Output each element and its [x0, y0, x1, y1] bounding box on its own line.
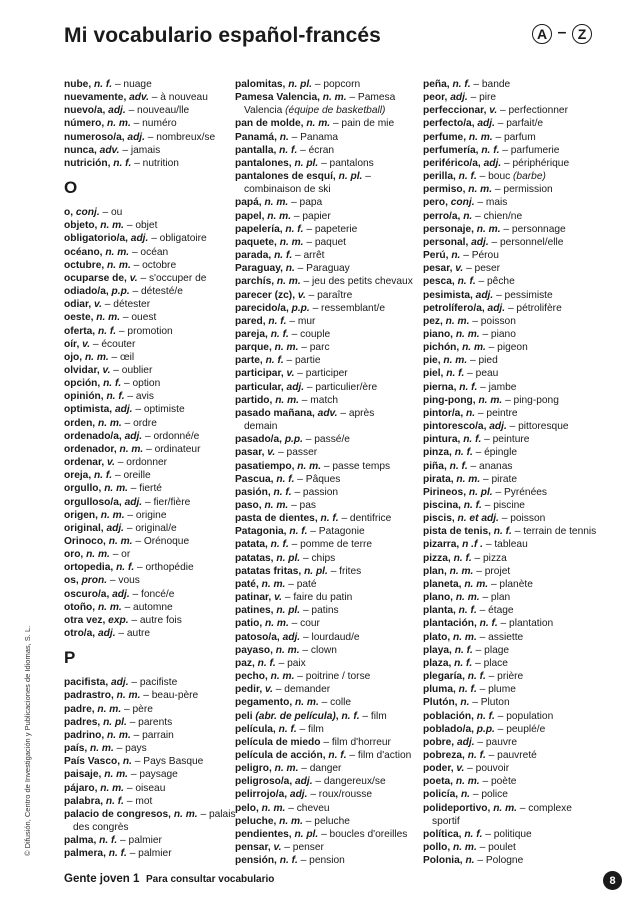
vocab-entry: País Vasco, n. – Pays Basque [64, 756, 204, 768]
section-letter: P [64, 648, 76, 668]
vocab-entry: pintor/a, n. – peintre [423, 407, 518, 419]
vocab-entry: paisaje, n. m. – paysage [64, 769, 178, 781]
vocab-entry: padre, n. m. – père [64, 703, 153, 715]
vocab-entry: oscuro/a, adj. – foncé/e [64, 588, 175, 600]
vocab-column-2 [235, 78, 425, 867]
vocab-entry: pie, n. m. – pied [423, 355, 498, 367]
vocab-entry: orden, n. m. – ordre [64, 417, 157, 429]
vocab-entry: perfume, n. m. – parfum [423, 131, 536, 143]
vocab-entry: patata, n. f. – pomme de terre [235, 539, 373, 551]
section-letter: O [64, 178, 78, 198]
range-end-badge: Z [572, 24, 592, 44]
vocab-entry: piel, n. f. – peau [423, 368, 499, 380]
vocab-entry: otra vez, exp. – autre fois [64, 614, 182, 626]
vocab-entry: original, adj. – original/e [64, 522, 177, 534]
vocab-entry: petrolífero/a, adj. – pétrolifère [423, 302, 562, 314]
vocab-entry: piano, n. m. – piano [423, 328, 516, 340]
vocab-entry: orgullo, n. m. – fierté [64, 483, 162, 495]
vocab-entry-continuation: combinaison de ski [244, 184, 331, 196]
vocab-entry: numeroso/a, adj. – nombreux/se [64, 131, 216, 143]
section-spacer [64, 668, 232, 676]
vocab-entry: nuevamente, adv. – à nouveau [64, 92, 208, 104]
vocab-entry: playa, n. f. – plage [423, 644, 510, 656]
footer-label: Para consultar vocabulario [146, 874, 275, 885]
vocab-entry: Patagonia, n. f. – Patagonie [235, 526, 365, 538]
vocab-entry: personal, adj. – personnel/elle [423, 236, 564, 248]
vocab-entry: paso, n. m. – pas [235, 500, 316, 511]
vocab-entry: nutrición, n. f. – nutrition [64, 157, 179, 169]
vocab-entry: plano, n. m. – plan [423, 592, 511, 604]
vocab-entry: piña, n. f. – ananas [423, 460, 513, 472]
vocab-entry: Polonia, n. – Pologne [423, 855, 524, 867]
vocab-entry: palacio de congresos, n. m. – palais [64, 808, 236, 820]
vocab-entry: ojo, n. m. – œil [64, 351, 135, 363]
vocab-entry: pasta de dientes, n. f. – dentifrice [235, 513, 392, 525]
vocab-entry: número, n. m. – numéro [64, 118, 177, 130]
vocab-entry: pantalones de esquí, n. pl. – [235, 171, 371, 183]
vocab-entry: parada, n. f. – arrêt [235, 250, 325, 262]
vocab-entry: paquete, n. m. – paquet [235, 236, 347, 248]
vocab-entry: poblado/a, p.p. – peuplé/e [423, 723, 546, 735]
vocab-entry: plaza, n. f. – place [423, 657, 508, 669]
vocab-entry: patoso/a, adj. – lourdaud/e [235, 631, 360, 643]
vocab-entry: pesca, n. f. – pêche [423, 276, 515, 288]
vocab-entry: poeta, n. m. – poète [423, 776, 517, 788]
vocab-entry: patatas fritas, n. pl. – frites [235, 565, 362, 577]
vocab-entry: perilla, n. f. – bouc (barbe) [423, 171, 546, 183]
vocab-entry: Pirineos, n. pl. – Pyrénées [423, 486, 548, 498]
section-spacer [64, 170, 232, 178]
vocab-entry-continuation: Valencia (équipe de basketball) [244, 105, 386, 117]
vocab-entry: ordenar, v. – ordonner [64, 457, 168, 469]
vocab-entry: población, n. f. – population [423, 710, 554, 722]
vocab-entry: Plutón, n. – Pluton [423, 697, 510, 709]
vocab-entry: pasado mañana, adv. – après [235, 407, 375, 419]
copyright-note: © Difusión, Centro de Investigación y Publicaciones de Idiomas, S. L. [23, 625, 32, 856]
vocab-entry: odiar, v. – détester [64, 299, 151, 311]
vocab-entry: pista de tenis, n. f. – terrain de tennis [423, 526, 597, 538]
vocab-entry: patines, n. pl. – patins [235, 605, 339, 617]
vocab-entry: paz, n. f. – paix [235, 657, 306, 669]
vocab-entry: paté, n. m. – paté [235, 578, 317, 590]
vocab-entry: pierna, n. f. – jambe [423, 381, 517, 393]
vocab-entry: plantación, n. f. – plantation [423, 618, 554, 630]
vocab-entry: ordenador, n. m. – ordinateur [64, 443, 201, 455]
vocab-entry: octubre, n. m. – octobre [64, 259, 177, 271]
vocab-entry: peli (abr. de película), n. f. – film [235, 710, 387, 722]
vocab-entry: parecido/a, p.p. – ressemblant/e [235, 302, 386, 314]
vocab-entry: palmera, n. f. – palmier [64, 848, 172, 860]
vocab-entry: participar, v. – participer [235, 368, 348, 380]
vocab-entry: pelo, n. m. – cheveu [235, 802, 330, 814]
vocab-entry: plato, n. m. – assiette [423, 631, 524, 643]
vocab-entry: película de miedo – film d'horreur [235, 736, 391, 748]
vocab-entry: película de acción, n. f. – film d'action [235, 749, 412, 761]
section-spacer [64, 198, 232, 206]
vocab-entry: Pascua, n. f. – Pâques [235, 473, 341, 485]
vocab-entry: peluche, n. m. – peluche [235, 815, 350, 827]
vocab-entry: poder, v. – pouvoir [423, 763, 510, 775]
vocab-entry: parchís, n. m. – jeu des petits chevaux [235, 276, 413, 288]
vocab-entry: patatas, n. pl. – chips [235, 552, 336, 564]
vocab-entry: pájaro, n. m. – oiseau [64, 782, 166, 794]
vocab-entry: pez, n. m. – poisson [423, 315, 516, 327]
vocab-entry: permiso, n. m. – permission [423, 184, 553, 196]
vocab-entry: palabra, n. f. – mot [64, 795, 153, 807]
vocab-entry: pensión, n. f. – pension [235, 855, 345, 867]
vocab-entry: pinza, n. f. – épingle [423, 447, 517, 459]
range-start-badge: A [532, 24, 552, 44]
vocab-entry: otoño, n. m. – automne [64, 601, 173, 613]
vocab-entry-continuation: des congrès [73, 821, 129, 833]
page-title: Mi vocabulario español-francés [64, 24, 381, 47]
vocab-entry: ping-pong, n. m. – ping-pong [423, 394, 559, 406]
vocab-entry: plan, n. m. – projet [423, 565, 511, 577]
vocab-entry: partido, n. m. – match [235, 394, 339, 406]
vocab-entry: oír, v. – écouter [64, 338, 136, 350]
vocab-entry: optimista, adj. – optimiste [64, 404, 185, 416]
vocab-entry: pichón, n. m. – pigeon [423, 342, 528, 354]
vocab-entry: pedir, v. – demander [235, 684, 331, 696]
vocab-entry: pizarra, n .f . – tableau [423, 539, 528, 551]
vocab-entry: patinar, v. – faire du patin [235, 592, 353, 604]
vocab-entry: piscis, n. et adj. – poisson [423, 513, 546, 525]
vocab-entry: peligroso/a, adj. – dangereux/se [235, 776, 386, 788]
vocab-entry: pero, conj. – mais [423, 197, 508, 209]
vocab-entry: otro/a, adj. – autre [64, 628, 151, 640]
vocab-entry: pobre, adj. – pauvre [423, 736, 518, 748]
vocab-entry-continuation: sportif [432, 815, 460, 827]
book-title: Gente joven 1 [64, 873, 140, 885]
vocab-entry: perfeccionar, v. – perfectionner [423, 105, 568, 117]
vocab-column-1 [64, 78, 236, 860]
vocab-entry: ortopedia, n. f. – orthopédie [64, 562, 194, 574]
vocab-entry: pizza, n. f. – pizza [423, 552, 507, 564]
vocab-entry: palma, n. f. – palmier [64, 835, 162, 847]
vocab-entry: Panamá, n. – Panama [235, 131, 339, 143]
vocab-entry: perro/a, n. – chien/ne [423, 210, 523, 222]
vocab-entry: piscina, n. f. – piscine [423, 500, 525, 511]
vocab-column-3 [423, 78, 628, 867]
vocab-entry: pendientes, n. pl. – boucles d'oreilles [235, 828, 408, 840]
vocab-entry: película, n. f. – film [235, 723, 324, 735]
vocab-entry: parque, n. m. – parc [235, 342, 330, 354]
vocab-entry: Orinoco, n. m. – Orénoque [64, 536, 190, 547]
vocab-entry: polideportivo, n. m. – complexe [423, 802, 572, 814]
vocab-entry: pesimista, adj. – pessimiste [423, 289, 553, 301]
vocab-entry: origen, n. m. – origine [64, 509, 167, 521]
vocab-entry: pasar, v. – passer [235, 447, 318, 459]
vocab-entry: pantalla, n. f. – écran [235, 144, 335, 156]
vocab-entry: padrino, n. m. – parrain [64, 729, 174, 741]
vocab-entry: pintura, n. f. – peinture [423, 434, 530, 446]
vocab-entry: olvidar, v. – oublier [64, 364, 153, 376]
vocab-entry: país, n. m. – pays [64, 743, 147, 755]
vocab-entry: odiado/a, p.p. – détesté/e [64, 286, 183, 298]
vocab-entry: papel, n. m. – papier [235, 210, 331, 222]
vocab-entry: payaso, n. m. – clown [235, 644, 337, 656]
vocab-entry: oro, n. m. – or [64, 549, 131, 561]
vocab-entry: padres, n. pl. – parents [64, 716, 173, 728]
vocab-entry: pintoresco/a, adj. – pittoresque [423, 421, 569, 433]
vocab-entry: particular, adj. – particulier/ère [235, 381, 378, 393]
vocab-entry: perfecto/a, adj. – parfait/e [423, 118, 544, 130]
vocab-entry: peña, n. f. – bande [423, 79, 511, 90]
vocab-entry: oferta, n. f. – promotion [64, 325, 173, 337]
vocab-entry: peor, adj. – pire [423, 92, 497, 104]
vocab-entry-continuation: demain [244, 421, 278, 433]
alphabet-range [532, 24, 622, 48]
vocab-entry: pollo, n. m. – poulet [423, 842, 516, 854]
vocab-entry: pelirrojo/a, adj. – roux/rousse [235, 789, 373, 801]
vocab-entry: pesar, v. – peser [423, 263, 501, 275]
vocab-entry: nuevo/a, adj. – nouveau/lle [64, 105, 190, 117]
vocab-entry: pensar, v. – penser [235, 842, 324, 854]
range-separator: – [557, 24, 567, 41]
vocab-entry: Paraguay, n. – Paraguay [235, 263, 350, 275]
vocab-entry: pasión, n. f. – passion [235, 486, 339, 498]
vocab-entry: pecho, n. m. – poitrine / torse [235, 671, 371, 683]
vocab-entry: policía, n. – police [423, 789, 508, 801]
vocab-entry: papá, n. m. – papa [235, 197, 323, 209]
vocab-entry: parecer (zc), v. – paraître [235, 289, 353, 301]
vocab-entry: nube, n. f. – nuage [64, 79, 152, 90]
vocab-entry: papelería, n. f. – papeterie [235, 223, 358, 235]
vocab-entry: peligro, n. m. – danger [235, 763, 342, 775]
vocab-entry: padrastro, n. m. – beau-père [64, 690, 199, 702]
vocab-entry: objeto, n. m. – objet [64, 220, 158, 232]
vocab-entry: Perú, n. – Pérou [423, 250, 499, 262]
vocab-entry: pareja, n. f. – couple [235, 328, 331, 340]
vocab-entry: orgulloso/a, adj. – fier/fière [64, 496, 191, 508]
vocab-entry: pobreza, n. f. – pauvreté [423, 749, 537, 761]
vocab-entry: opción, n. f. – option [64, 378, 161, 390]
vocab-entry: o, conj. – ou [64, 207, 123, 219]
vocab-entry: patio, n. m. – cour [235, 618, 320, 630]
vocab-entry: opinión, n. f. – avis [64, 391, 154, 403]
vocab-entry: ocuparse de, v. – s'occuper de [64, 272, 207, 284]
vocab-entry: oeste, n. m. – ouest [64, 312, 157, 324]
vocab-entry: ordenado/a, adj. – ordonné/e [64, 430, 200, 442]
vocab-entry: política, n. f. – politique [423, 828, 532, 840]
vocab-entry: obligatorio/a, adj. – obligatoire [64, 233, 207, 245]
vocab-entry: pan de molde, n. m. – pain de mie [235, 118, 395, 130]
vocab-entry: pegamento, n. m. – colle [235, 697, 352, 709]
vocab-entry: pacifista, adj. – pacifiste [64, 677, 178, 689]
vocab-entry: Pamesa Valencia, n. m. – Pamesa [235, 92, 396, 104]
vocab-entry: nunca, adv. – jamais [64, 144, 161, 156]
vocab-entry: océano, n. m. – océan [64, 246, 169, 258]
vocab-entry: oreja, n. f. – oreille [64, 470, 151, 482]
vocab-entry: pluma, n. f. – plume [423, 684, 516, 696]
vocab-entry: perfumería, n. f. – parfumerie [423, 144, 560, 156]
vocab-entry: pantalones, n. pl. – pantalons [235, 157, 374, 169]
vocab-entry: parte, n. f. – partie [235, 355, 321, 367]
vocab-entry: pasado/a, p.p. – passé/e [235, 434, 350, 446]
vocab-entry: pasatiempo, n. m. – passe temps [235, 460, 391, 472]
page-number: 8 [603, 871, 622, 890]
vocab-entry: pirata, n. m. – pirate [423, 473, 517, 485]
vocab-entry: plegaría, n. f. – prière [423, 671, 524, 683]
vocab-entry: pared, n. f. – mur [235, 315, 316, 327]
vocab-entry: periférico/a, adj. – périphérique [423, 157, 570, 169]
vocab-entry: planta, n. f. – étage [423, 605, 514, 617]
vocab-entry: palomitas, n. pl. – popcorn [235, 79, 361, 90]
section-spacer [64, 640, 232, 648]
vocab-entry: os, pron. – vous [64, 575, 140, 587]
vocab-entry: planeta, n. m. – planète [423, 578, 533, 590]
vocab-entry: personaje, n. m. – personnage [423, 223, 566, 235]
